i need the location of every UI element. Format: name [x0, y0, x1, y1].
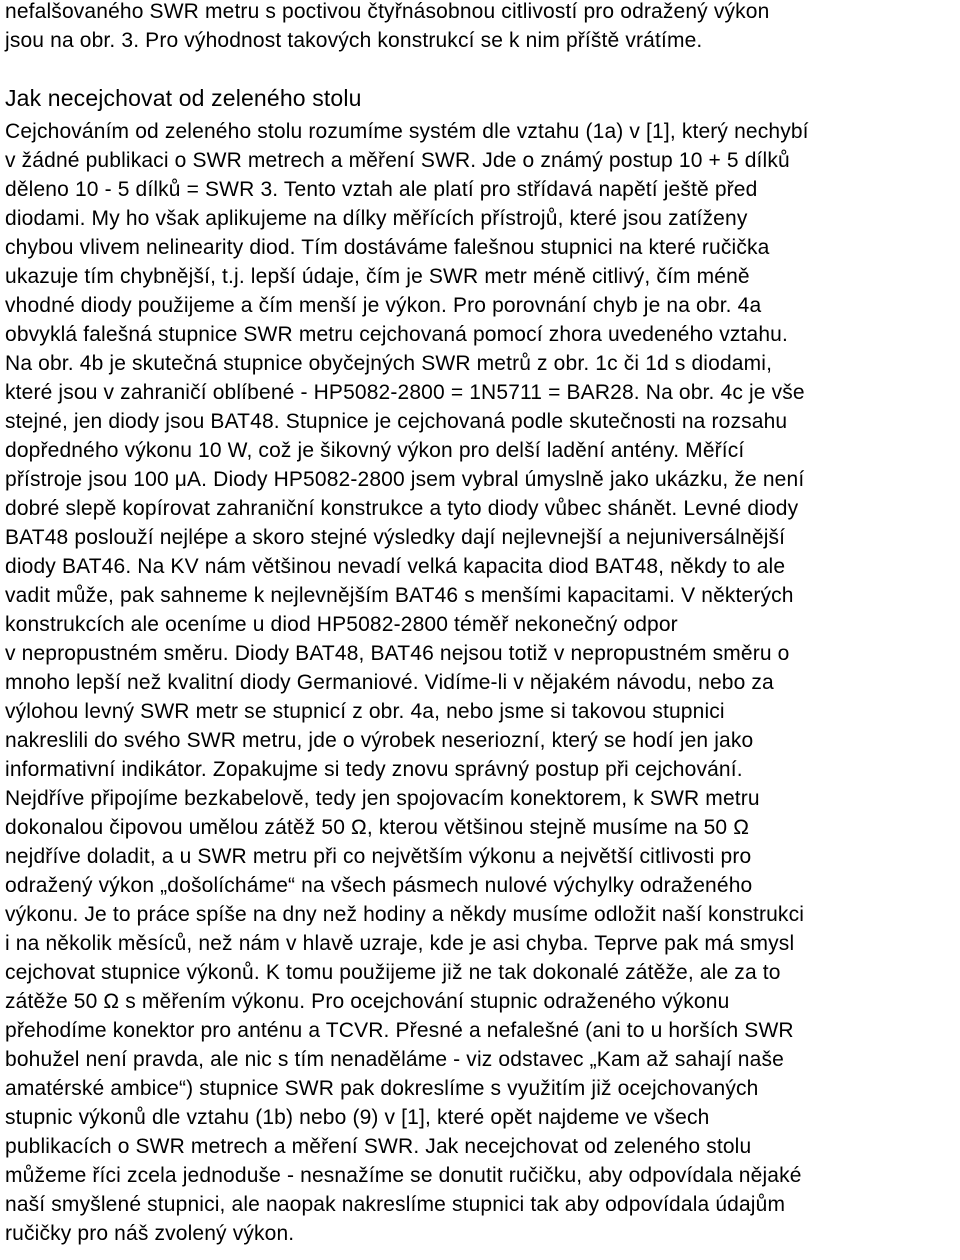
text-line: nefalšovaného SWR metru s poctivou čtyřnásobnou citlivostí pro odražený výkon [5, 0, 770, 23]
text-line: publikacích o SWR metrech a měření SWR. Jak necejchovat od zeleného stolu [5, 1135, 752, 1158]
text-line: amatérské ambice“) stupnice SWR pak dokreslíme s využitím již ocejchovaných [5, 1077, 759, 1100]
text-line: konstrukcích ale oceníme u diod HP5082-2800 téměř nekonečný odpor [5, 613, 678, 636]
text-line: v žádné publikaci o SWR metrech a měření SWR. Jde o známý postup 10 + 5 dílků [5, 149, 790, 172]
text-line: Nejdříve připojíme bezkabelově, tedy jen spojovacím konektorem, k SWR metru [5, 787, 760, 810]
text-line: mnoho lepší než kvalitní diody Germaniové. Vidíme-li v nějakém návodu, nebo za [5, 671, 774, 694]
text-line: zátěže 50 Ω s měřením výkonu. Pro ocejchování stupnic odraženého výkonu [5, 990, 730, 1013]
text-line: cejchovat stupnice výkonů. K tomu použijeme již ne tak dokonalé zátěže, ale za to [5, 961, 781, 984]
text-line: obvyklá falešná stupnice SWR metru cejchovaná pomocí zhora uvedeného vztahu. [5, 323, 788, 346]
section-heading: Jak necejchovat od zeleného stolu [5, 85, 362, 111]
text-line: dokonalou čipovou umělou zátěž 50 Ω, kterou většinou stejně musíme na 50 Ω [5, 816, 750, 839]
text-line: přístroje jsou 100 μA. Diody HP5082-2800 jsem vybral úmyslně jako ukázku, že není [5, 468, 805, 491]
text-line: diody BAT46. Na KV nám většinou nevadí velká kapacita diod BAT48, někdy to ale [5, 555, 786, 578]
text-line: odražený výkon „došolícháme“ na všech pásmech nulové výchylky odraženého [5, 874, 753, 897]
text-line: vhodné diody použijeme a čím menší je výkon. Pro porovnání chyb je na obr. 4a [5, 294, 762, 317]
text-line: můžeme říci zcela jednoduše - nesnažíme se donutit ručičku, aby odpovídala nějaké [5, 1164, 802, 1187]
text-line: diodami. My ho však aplikujeme na dílky měřících přístrojů, které jsou zatíženy [5, 207, 748, 230]
text-line: dobré slepě kopírovat zahraniční konstrukce a tyto diody vůbec shánět. Levné diody [5, 497, 799, 520]
text-line: informativní indikátor. Zopakujme si tedy znovu správný postup při cejchování. [5, 758, 743, 781]
text-line: výlohou levný SWR metr se stupnicí z obr. 4a, nebo jsme si takovou stupnici [5, 700, 725, 723]
text-line: bohužel není pravda, ale nic s tím nenaděláme - viz odstavec „Kam až sahají naše [5, 1048, 784, 1071]
text-line: ručičky pro náš zvolený výkon. [5, 1222, 295, 1245]
text-line: děleno 10 - 5 dílků = SWR 3. Tento vztah ale platí pro střídavá napětí ještě před [5, 178, 758, 201]
text-line: nejdříve doladit, a u SWR metru při co největším výkonu a největší citlivosti pro [5, 845, 752, 868]
text-line: výkonu. Je to práce spíše na dny než hodiny a někdy musíme odložit naší konstrukci [5, 903, 805, 926]
text-line: i na několik měsíců, než nám v hlavě uzraje, kde je asi chyba. Teprve pak má smysl [5, 932, 795, 955]
text-line: nakreslili do svého SWR metru, jde o výrobek neseriozní, který se hodí jen jako [5, 729, 754, 752]
text-line: přehodíme konektor pro anténu a TCVR. Přesné a nefalešné (ani to u horších SWR [5, 1019, 794, 1042]
text-line: stejné, jen diody jsou BAT48. Stupnice je cejchovaná podle skutečnosti na rozsahu [5, 410, 788, 433]
text-line: dopředného výkonu 10 W, což je šikovný výkon pro delší ladění antény. Měřící [5, 439, 745, 462]
text-line: Cejchováním od zeleného stolu rozumíme systém dle vztahu (1a) v [1], který nechybí [5, 120, 809, 143]
text-line: které jsou v zahraničí oblíbené - HP5082-2800 = 1N5711 = BAR28. Na obr. 4c je vše [5, 381, 805, 404]
text-line: chybou vlivem nelinearity diod. Tím dostáváme falešnou stupnici na které ručička [5, 236, 770, 259]
text-line: vadit může, pak sahneme k nejlevnějším BAT46 s menšími kapacitami. V některých [5, 584, 794, 607]
text-line: stupnic výkonů dle vztahu (1b) nebo (9) v [1], které opět najdeme ve všech [5, 1106, 710, 1129]
text-line: jsou na obr. 3. Pro výhodnost takových konstrukcí se k nim příště vrátíme. [5, 29, 703, 52]
text-line: BAT48 poslouží nejlépe a skoro stejné výsledky dají nejlevnejší a nejuniversálnější [5, 526, 786, 549]
text-line: naší smyšlené stupnici, ale naopak nakreslíme stupnici tak aby odpovídala údajům [5, 1193, 786, 1216]
text-line: Na obr. 4b je skutečná stupnice obyčejných SWR metrů z obr. 1c či 1d s diodami, [5, 352, 773, 375]
text-line: ukazuje tím chybnější, t.j. lepší údaje, čím je SWR metr méně citlivý, čím méně [5, 265, 750, 288]
text-line: v nepropustném směru. Diody BAT48, BAT46 nejsou totiž v nepropustném směru o [5, 642, 790, 665]
